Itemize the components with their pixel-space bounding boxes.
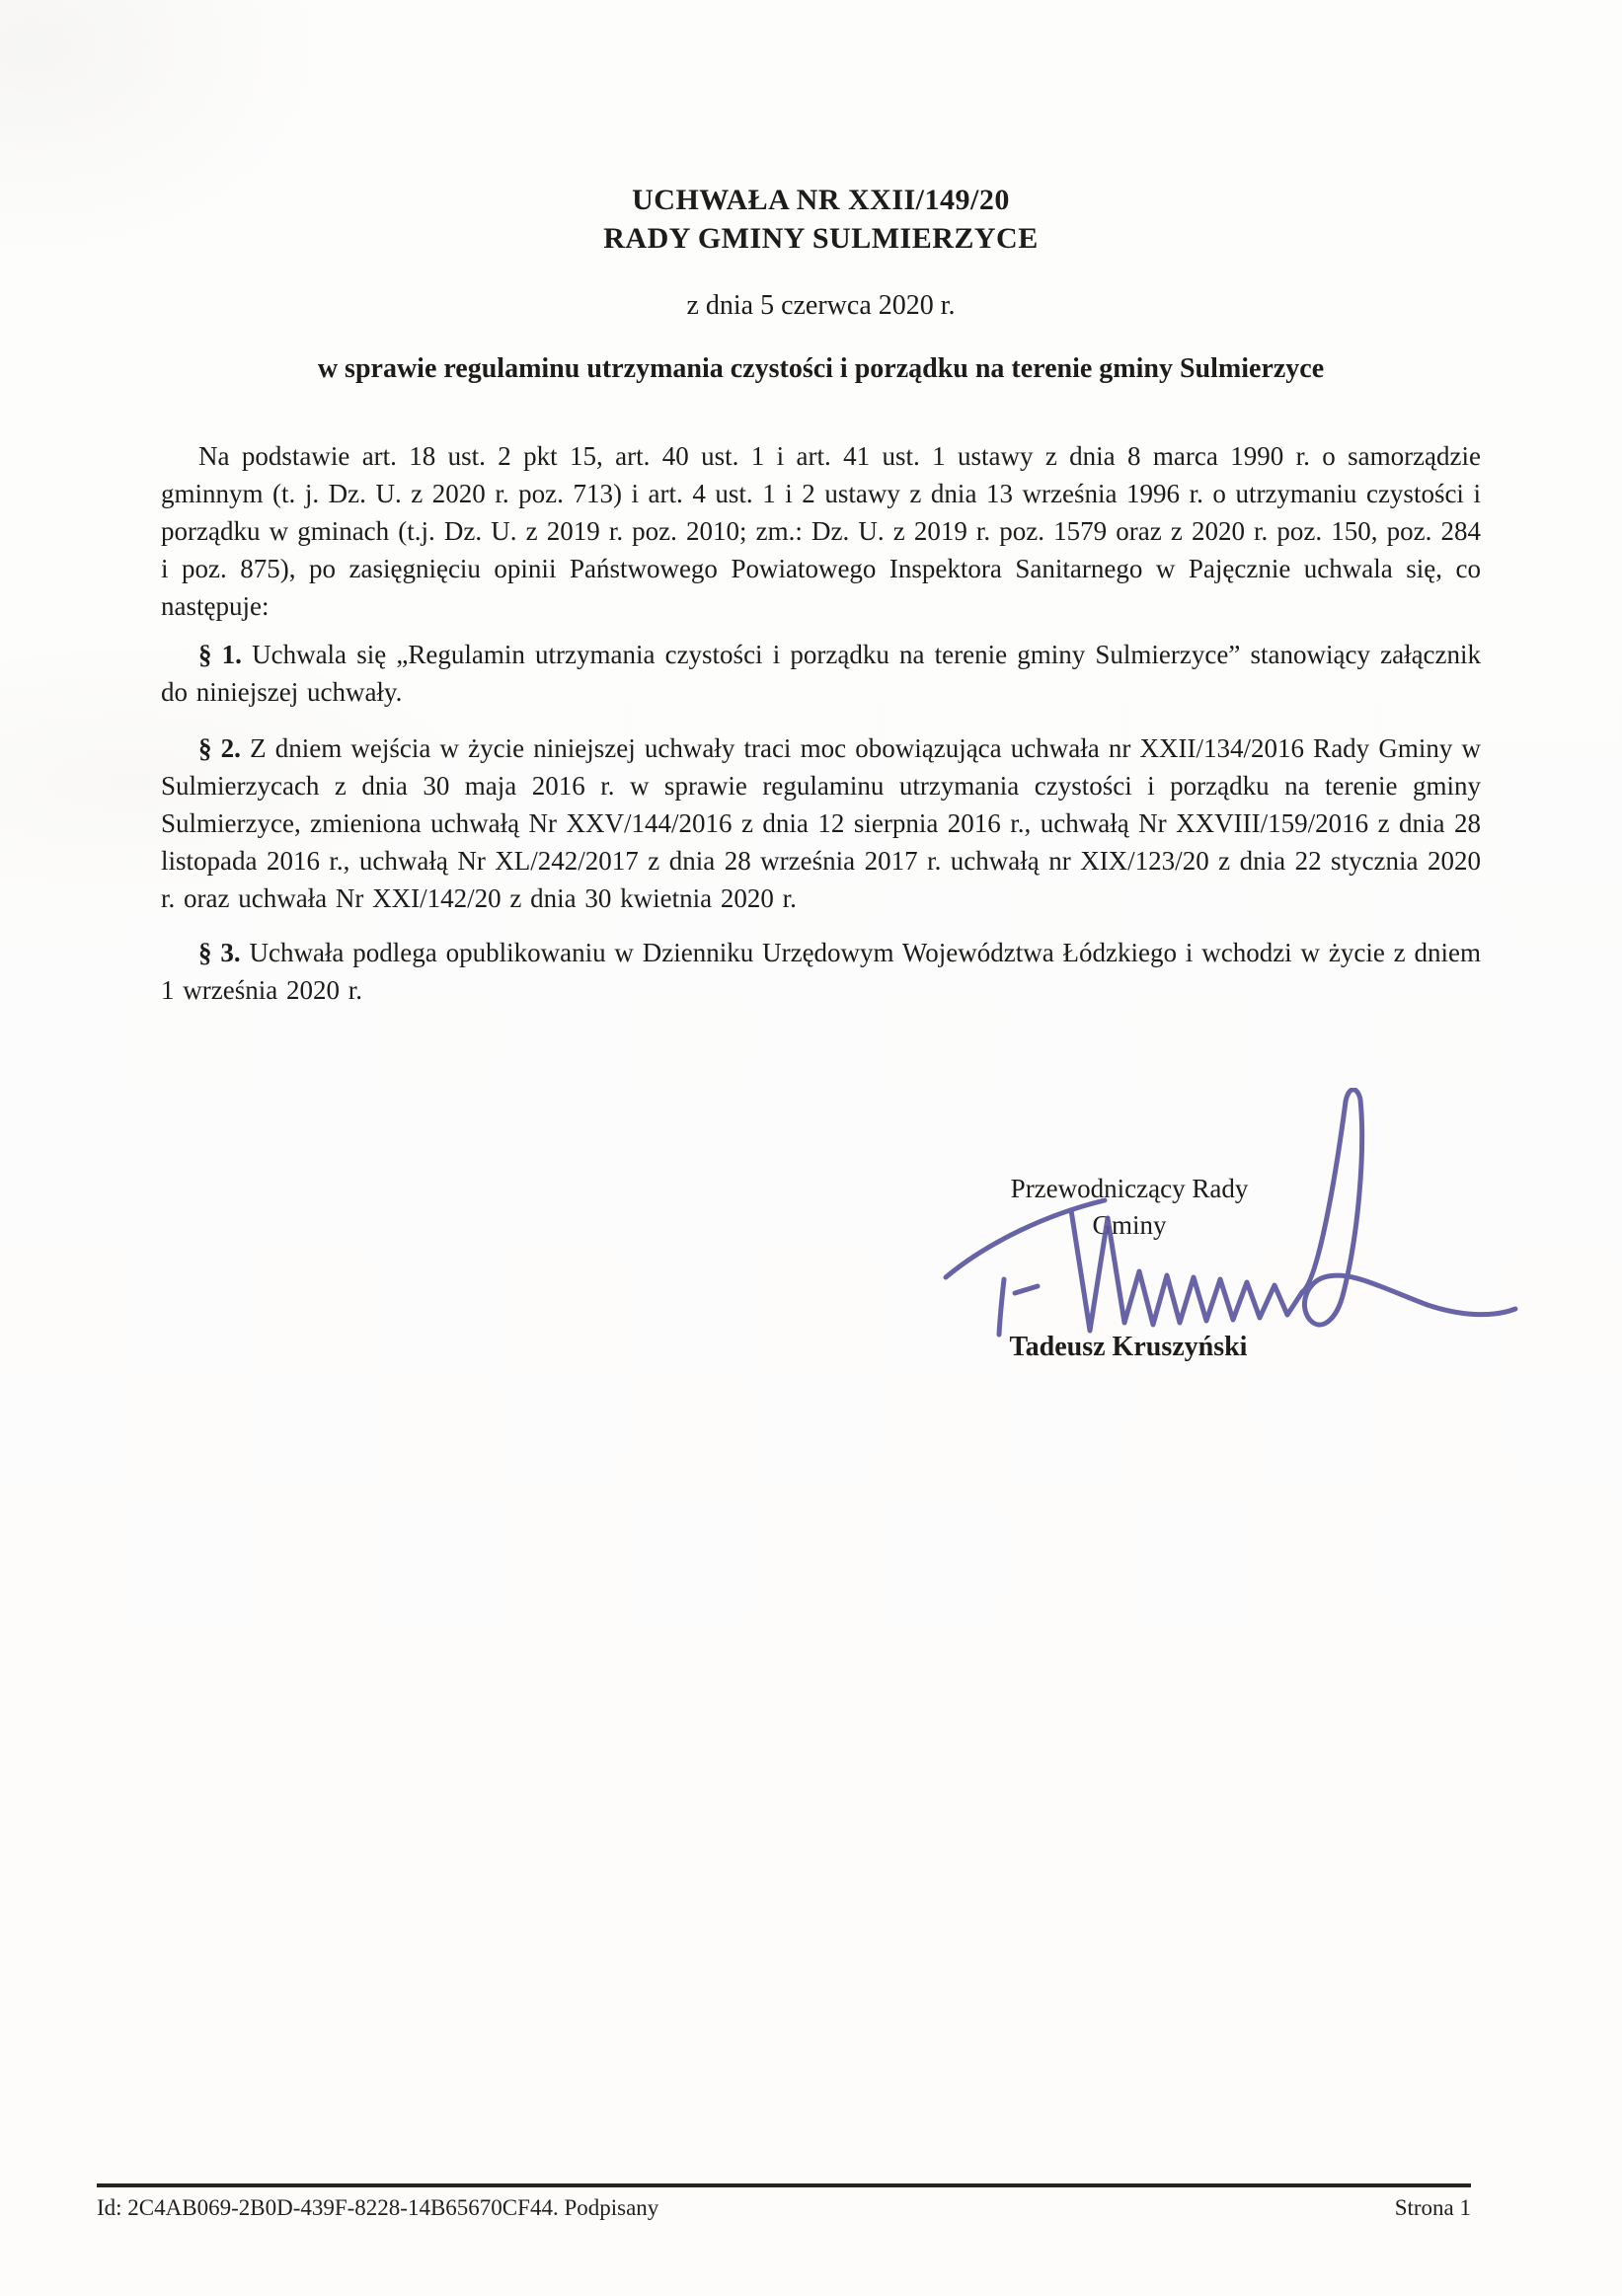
document-subject: w sprawie regulaminu utrzymania czystości i porządku na terenie gminy Sulmierzyce xyxy=(317,353,1325,384)
document-title xyxy=(161,181,1481,258)
footer-document-id: Id: 2C4AB069-2B0D-439F-8228-14B65670CF44. Podpisany xyxy=(97,2195,659,2220)
document-date: z dnia 5 czerwca 2020 r. xyxy=(686,290,956,321)
article-1-paragraph xyxy=(161,636,1481,711)
article-2-text: Z dniem wejścia w życie niniejszej uchwały traci moc obowiązująca uchwała nr XXII/134/2016 Rady Gminy w Sulmierzycach z dnia 30 maja 2016 r. w sprawie regulaminu utrzymania czystości i porządku na terenie gminy Sulmierzyce, zmieniona uchwałą Nr XXV/144/2016 z dnia 12 sierpnia 2016 r., uchwałą Nr XXVIII/159/2016 z dnia 28 listopada 2016 r., uchwałą Nr XL/242/2017 z dnia 28 września 2017 r. uchwałą nr XIX/123/20 z dnia 22 stycznia 2020 r. oraz uchwała Nr XXI/142/20 z dnia 30 kwietnia 2020 r. xyxy=(161,733,1481,913)
signatory-role-line-2: Gminy xyxy=(1092,1210,1167,1240)
signatory-name: Tadeusz Kruszyński xyxy=(1009,1332,1248,1362)
page-footer xyxy=(97,2193,1471,2223)
article-1-text: Uchwala się „Regulamin utrzymania czystości i porządku na terenie gminy Sulmierzyce” stanowiący załącznik do niniejszej uchwały. xyxy=(161,640,1482,707)
title-line-2: RADY GMINY SULMIERZYCE xyxy=(603,222,1039,255)
article-1-label: § 1. xyxy=(198,640,242,669)
article-3-label: § 3. xyxy=(198,938,241,967)
signatory-role-line-1: Przewodniczący Rady xyxy=(1010,1174,1249,1203)
handwritten-signature-ink xyxy=(911,1088,1523,1384)
footer-page-number: Strona 1 xyxy=(1394,2195,1471,2220)
article-3-paragraph xyxy=(161,934,1481,1009)
preamble-paragraph: Na podstawie art. 18 ust. 2 pkt 15, art. 40 ust. 1 i art. 41 ust. 1 ustawy z dnia 8 marca 1990 r. o samorządzie gminnym (t. j. Dz. U. z 2020 r. poz. 713) i art. 4 ust. 1 i 2 ustawy z dnia 13 września 1996 r. o utrzymaniu czystości i porządku w gminach (t.j. Dz. U. z 2019 r. poz. 2010; zm.: Dz. U. z 2019 r. poz. 1579 oraz z 2020 r. poz. 150, poz. 284 i poz. 875), po zasięgnięciu opinii Państwowego Powiatowego Inspektora Sanitarnego w Pajęcznie uchwala się, co następuje: xyxy=(161,441,1481,621)
article-2-label: § 2. xyxy=(198,733,241,763)
footer-divider xyxy=(97,2183,1471,2187)
article-2-paragraph xyxy=(161,729,1481,917)
signature-block xyxy=(161,1102,1481,1427)
title-line-1: UCHWAŁA NR XXII/149/20 xyxy=(632,184,1010,216)
article-3-text: Uchwała podlega opublikowaniu w Dzienniku Urzędowym Województwa Łódzkiego i wchodzi w życie z dniem 1 września 2020 r. xyxy=(161,938,1482,1005)
